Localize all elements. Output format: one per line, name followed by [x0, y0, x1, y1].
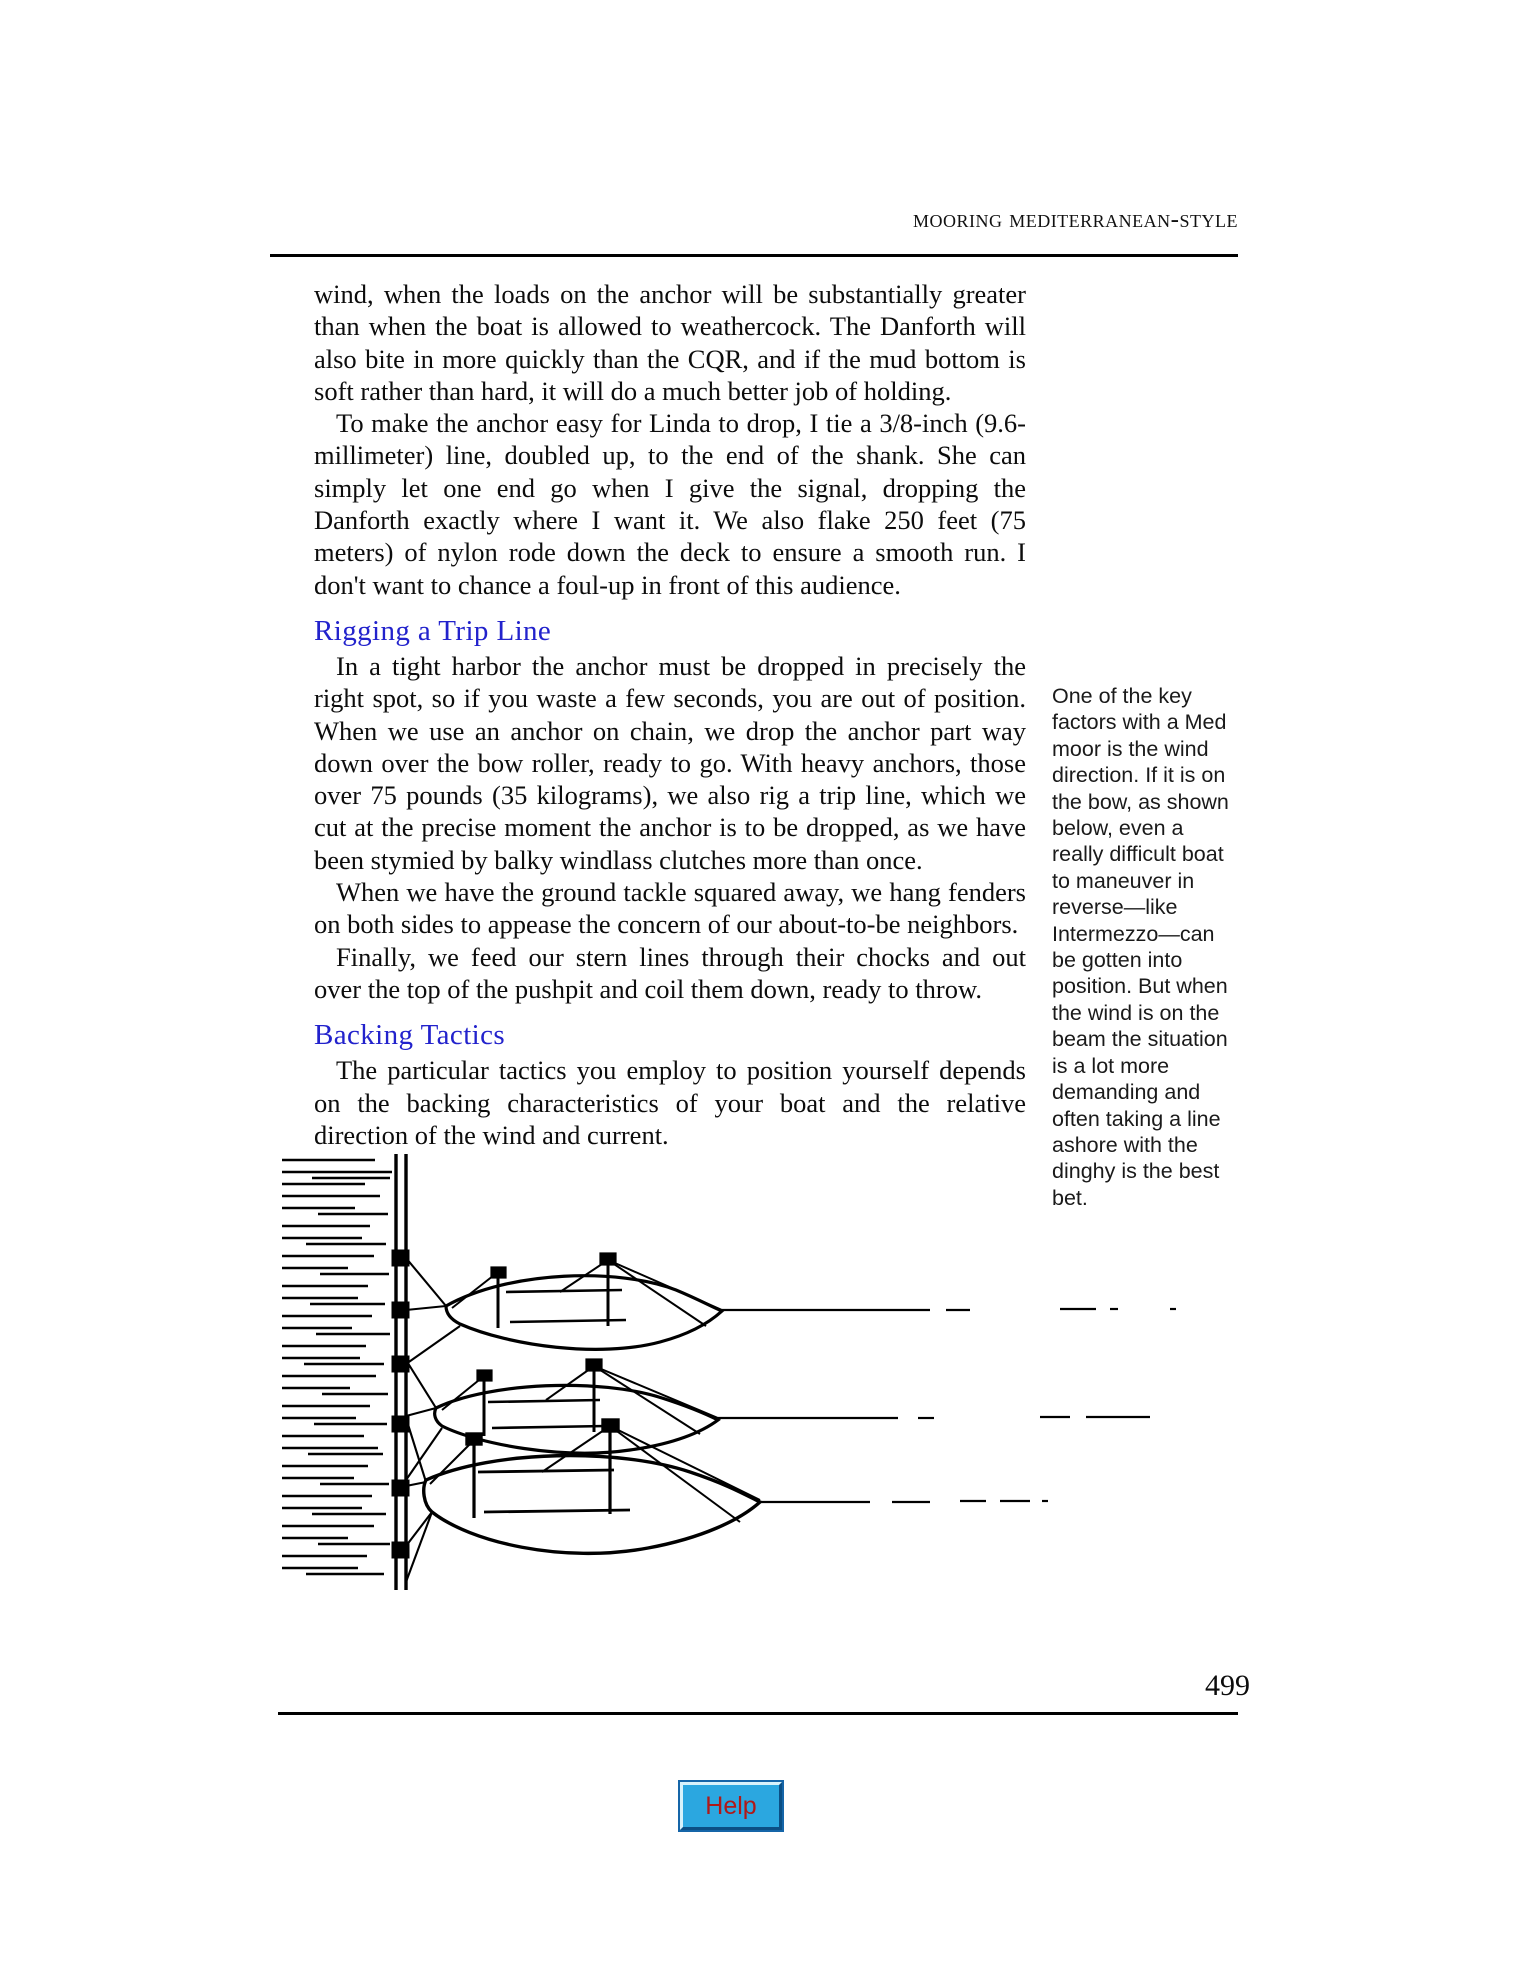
heading-backing-tactics: Backing Tactics [314, 1019, 506, 1052]
help-button[interactable]: Help [680, 1782, 782, 1830]
heading-rigging-a-trip-line: Rigging a Trip Line [314, 614, 552, 647]
quay-hatching [282, 1160, 392, 1574]
mooring-lines-boat-top [406, 1258, 460, 1364]
running-head: mooring mediterranean-style [912, 206, 1238, 233]
boat-top [446, 1254, 722, 1349]
paragraph-backing-tactics: The particular tactics you employ to position yourself depends on the backing characteristics of your boat and the relative direction of the wind and current. [314, 1055, 1026, 1150]
footer-rule [278, 1712, 1238, 1715]
main-text-column [314, 278, 1026, 1151]
paragraph-trip-rig: To make the anchor easy for Linda to drop, I tie a 3/8-inch (9.6-millimeter) line, doubled up, to the end of the shank. She can simply let one end go when I give the signal, dropping the Danforth exactly where I want it. We also flake 250 feet (75 meters) of nylon rode down the deck to ensure a smooth run. I don't want to chance a foul-up in front of this audience. [314, 408, 1026, 600]
anchor-rode-boat-middle [718, 1417, 1150, 1418]
margin-sidenote: One of the key factors with a Med moor is the wind direction. If it is on the bow, as shown below, even a really difficult boat to maneuver in reverse—like Intermezzo—can be gotten into position. But when the wind is on the beam the situation is a lot more demanding and often taking a line ashore with the dinghy is the best bet. [1052, 684, 1229, 1210]
paragraph-stern-lines: Finally, we feed our stern lines through their chocks and out over the top of the pushpit and coil them down, ready to throw. [314, 941, 1026, 1004]
figure-med-moor-diagram [270, 1150, 1238, 1695]
paragraph-ground-tackle: When we have the ground tackle squared away, we hang fenders on both sides to appease the concern of our about-to-be neighbors. [314, 877, 1026, 940]
boat-bottom [424, 1420, 760, 1553]
header-rule [270, 254, 1238, 257]
mooring-lines-boat-bottom [406, 1418, 432, 1582]
page-number: 499 [1205, 1669, 1250, 1702]
med-moor-illustration [270, 1150, 1238, 1695]
paragraph-wind: wind, when the loads on the anchor will be substantially greater than when the boat is allowed to weathercock. The Danforth will also bite in more quickly than the CQR, and if the mud bottom is soft rather than hard, it will do a much better job of holding. [314, 279, 1026, 406]
paragraph-tight-harbor: In a tight harbor the anchor must be dropped in precisely the right spot, so if you waste a few seconds, you are out of position. When we use an anchor on chain, we drop the anchor part way down over the bow roller, ready to go. With heavy anchors, those over 75 pounds (35 kilograms), we also rig a trip line, which we cut at the precise moment the anchor is to be dropped, as we have been stymied by balky windlass clutches more than once. [314, 650, 1026, 875]
anchor-rode-boat-bottom [760, 1501, 1048, 1502]
anchor-rode-boat-top [722, 1309, 1176, 1310]
